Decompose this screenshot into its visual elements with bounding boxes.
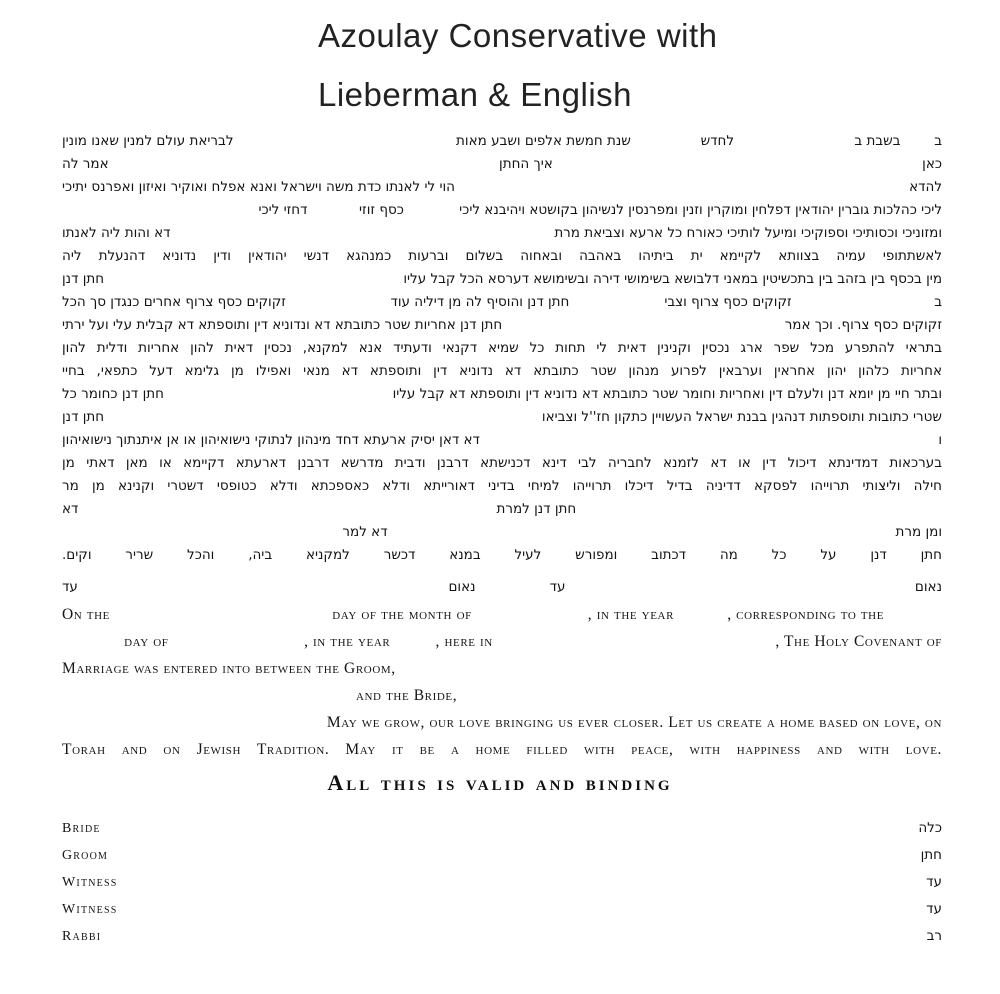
hebrew-line	[62, 271, 942, 294]
hebrew-line	[62, 248, 942, 271]
hebrew-line	[62, 409, 942, 432]
text-segment: and the Bride,	[355, 687, 458, 704]
hebrew-line	[62, 455, 942, 478]
text-segment: נאום	[448, 579, 476, 595]
text-segment: להדא	[909, 179, 942, 195]
witness-attestation-line	[62, 579, 942, 602]
text-segment: איך החתן	[499, 156, 553, 172]
text-segment: מין בכסף בין בזהב בין בתכשיטין במאני דלבושא בשימושי דירה ובשימושא דערסא הכל קבל עליו	[403, 271, 942, 287]
english-line	[62, 633, 942, 660]
text-segment: בשבת ב	[854, 133, 901, 149]
text-segment: חתן דנן והוסיף לה מן דיליה עוד	[390, 294, 570, 310]
title-line-2: Lieberman & English	[318, 76, 633, 113]
hebrew-line	[62, 524, 942, 547]
text-segment: חתן דנן כחומר כל	[62, 386, 164, 402]
hebrew-line	[62, 156, 942, 179]
hebrew-line	[62, 202, 942, 225]
signature-block	[62, 820, 942, 955]
text-segment: , in the year	[587, 606, 675, 623]
english-text-block	[62, 606, 942, 768]
text-segment: , in the year	[304, 633, 391, 650]
text-segment: בערכאות דמדינתא דיכול דין או דא לזמנא לחבריה לבי דינא דכנישתא דרבנן ודבית מדרשא דרבנן דארעתא דקיימא או מאן דאתי מן	[62, 455, 942, 471]
text-segment: חתן דנן למרת	[496, 501, 577, 517]
text-segment: לבריאת עולם למנין שאנו מונין	[61, 133, 234, 149]
text-segment: זקוקים כסף צרוף וצבי	[664, 294, 792, 310]
hebrew-line	[62, 179, 942, 202]
text-segment: ו	[938, 432, 942, 448]
signature-label-witness-1: Witness	[62, 875, 118, 890]
signature-hebrew-witness-1: עד	[926, 874, 942, 890]
text-segment: הוי לי לאנתו כדת משה וישראל ואנא אפלח ואוקיר ואיזון ואפרנס יתיכי	[62, 179, 455, 195]
signature-hebrew-rabbi: רב	[926, 928, 942, 944]
text-segment: נאום	[914, 579, 942, 595]
english-line	[62, 660, 942, 687]
page-title	[318, 6, 718, 124]
hebrew-line	[62, 432, 942, 455]
hebrew-line	[62, 478, 942, 501]
hebrew-line	[62, 317, 942, 340]
text-segment: אמר לה	[62, 156, 109, 172]
text-segment: May we grow, our love bringing us ever closer. Let us create a home based on love, on	[326, 714, 942, 731]
text-segment: Torah and on Jewish Tradition. May it be a home filled with peace, with happiness and with love.	[62, 741, 942, 758]
signature-label-witness-2: Witness	[62, 902, 118, 917]
text-segment: ומזוניכי וכסותיכי וספוקיכי ומיעל לותיכי כאורח כל ארעא וצביאת מרת	[554, 225, 942, 241]
text-segment: חתן דנן על כל מה דכתוב ומפורש לעיל במנא דכשר למקניא ביה, והכל שריר וקים.	[62, 547, 942, 563]
signature-label-rabbi: Rabbi	[62, 929, 102, 944]
text-segment: דא דאן יסיק ארעתא דחד מינהון לנתוקי נישואיהון או אן איתנתוך נישואיהון	[62, 432, 480, 448]
binding-heading: All this is valid and binding	[327, 770, 673, 795]
text-segment: זקוקים כסף צרוף אחרים כנגדן סך הכל	[62, 294, 286, 310]
text-segment: זקוקים כסף צרוף. וכך אמר	[784, 317, 942, 333]
text-segment: חתן דנן	[62, 409, 105, 425]
hebrew-line	[62, 547, 942, 570]
text-segment: דא למר	[342, 524, 388, 540]
hebrew-line	[62, 386, 942, 409]
text-segment: Marriage was entered into between the Groom,	[62, 660, 396, 677]
english-line	[62, 606, 942, 633]
signature-row	[62, 901, 942, 928]
signature-row	[62, 847, 942, 874]
text-segment: עד	[549, 579, 566, 595]
hebrew-line	[62, 225, 942, 248]
hebrew-line	[62, 294, 942, 317]
text-segment: חילה וליצותי תרוייהו לפסקא דדיניה בדיל דיכלו תרוייהו למיחי בדיני דאורייתא ודלא כאספכתא ודלא כטופסי דשטרי וקנינא מן מר	[62, 478, 942, 494]
hebrew-line	[62, 501, 942, 524]
title-line-1: Azoulay Conservative with	[318, 17, 718, 54]
text-segment: אחריות כלהון יהון אחראין וערבאין לפרוע מנהון שטר כתובתא דא נדוניא דין ותוספתא דא מנאי ואפילו מן גלימא דעל כתפאי, בחיי	[62, 363, 942, 379]
hebrew-line	[62, 363, 942, 386]
text-segment: , corresponding to the	[727, 606, 885, 623]
text-segment: ליכי כהלכות גוברין יהודאין דפלחין ומוקרין וזנין ומפרנסין לנשיהון בקושטא ויהיבנא ליכי	[459, 202, 942, 218]
text-segment: חתן דנן	[62, 271, 105, 287]
text-segment: שנת חמשת אלפים ושבע מאות	[456, 133, 631, 149]
text-segment: לאשתתופי עמיה בצוותא לקיימא ית ביתיהו באהבה ובאחוה בשלום וברעות כמנהגא דנשי יהודאין ודין נדוניא דהנעלת ליה	[62, 248, 942, 264]
text-segment: day of the month of	[332, 606, 472, 623]
text-segment: day of	[124, 633, 169, 650]
hebrew-line	[62, 133, 942, 156]
text-segment: ומן מרת	[895, 524, 942, 540]
text-segment: דא והות ליה לאנתו	[62, 225, 171, 241]
text-segment: , here in	[435, 633, 493, 650]
text-segment: כסף זוזי	[359, 202, 404, 218]
text-segment: חתן דנן אחריות שטר כתובתא דא ונדוניא דין ותוספתא דא קבלית עלי ועל ירתי	[62, 317, 503, 333]
hebrew-text-block	[62, 133, 942, 602]
text-segment: עד	[62, 579, 78, 595]
text-segment: כאן	[922, 156, 942, 172]
text-segment: , The Holy Covenant of	[775, 633, 942, 650]
text-segment: דא	[62, 501, 79, 517]
text-segment: לחדש	[700, 133, 735, 149]
text-segment: ובתר חיי מן יומא דנן ולעלם דין ואחריות וחומר שטר כתובתא דא נדוניא דין ותוספתא דא קבל עליו	[392, 386, 942, 402]
english-line	[62, 741, 942, 768]
hebrew-line	[62, 340, 942, 363]
text-segment: ב	[934, 294, 942, 310]
english-line	[62, 714, 942, 741]
signature-row	[62, 928, 942, 955]
signature-hebrew-witness-2: עד	[926, 901, 942, 917]
text-segment: On the	[62, 606, 110, 623]
signature-row	[62, 874, 942, 901]
text-segment: דחזי ליכי	[258, 202, 308, 218]
english-line	[62, 687, 942, 714]
text-segment: ב	[934, 133, 942, 149]
signature-hebrew-groom: חתן	[920, 847, 942, 863]
signature-label-bride: Bride	[62, 821, 101, 836]
signature-hebrew-bride: כלה	[918, 820, 942, 836]
text-segment: בתראי להתפרע מכל שפר ארג נכסין וקנינין דאית לי תחות כל שמיא דקנאי ודעתיד אנא למקנא, נכסין דאית להון אחריות ודלית להון	[62, 340, 942, 356]
text-segment: שטרי כתובות ותוספתות דנהגין בבנת ישראל העשויין כתקון חז''ל וצביאו	[541, 409, 942, 425]
signature-row	[62, 820, 942, 847]
signature-label-groom: Groom	[62, 848, 109, 863]
